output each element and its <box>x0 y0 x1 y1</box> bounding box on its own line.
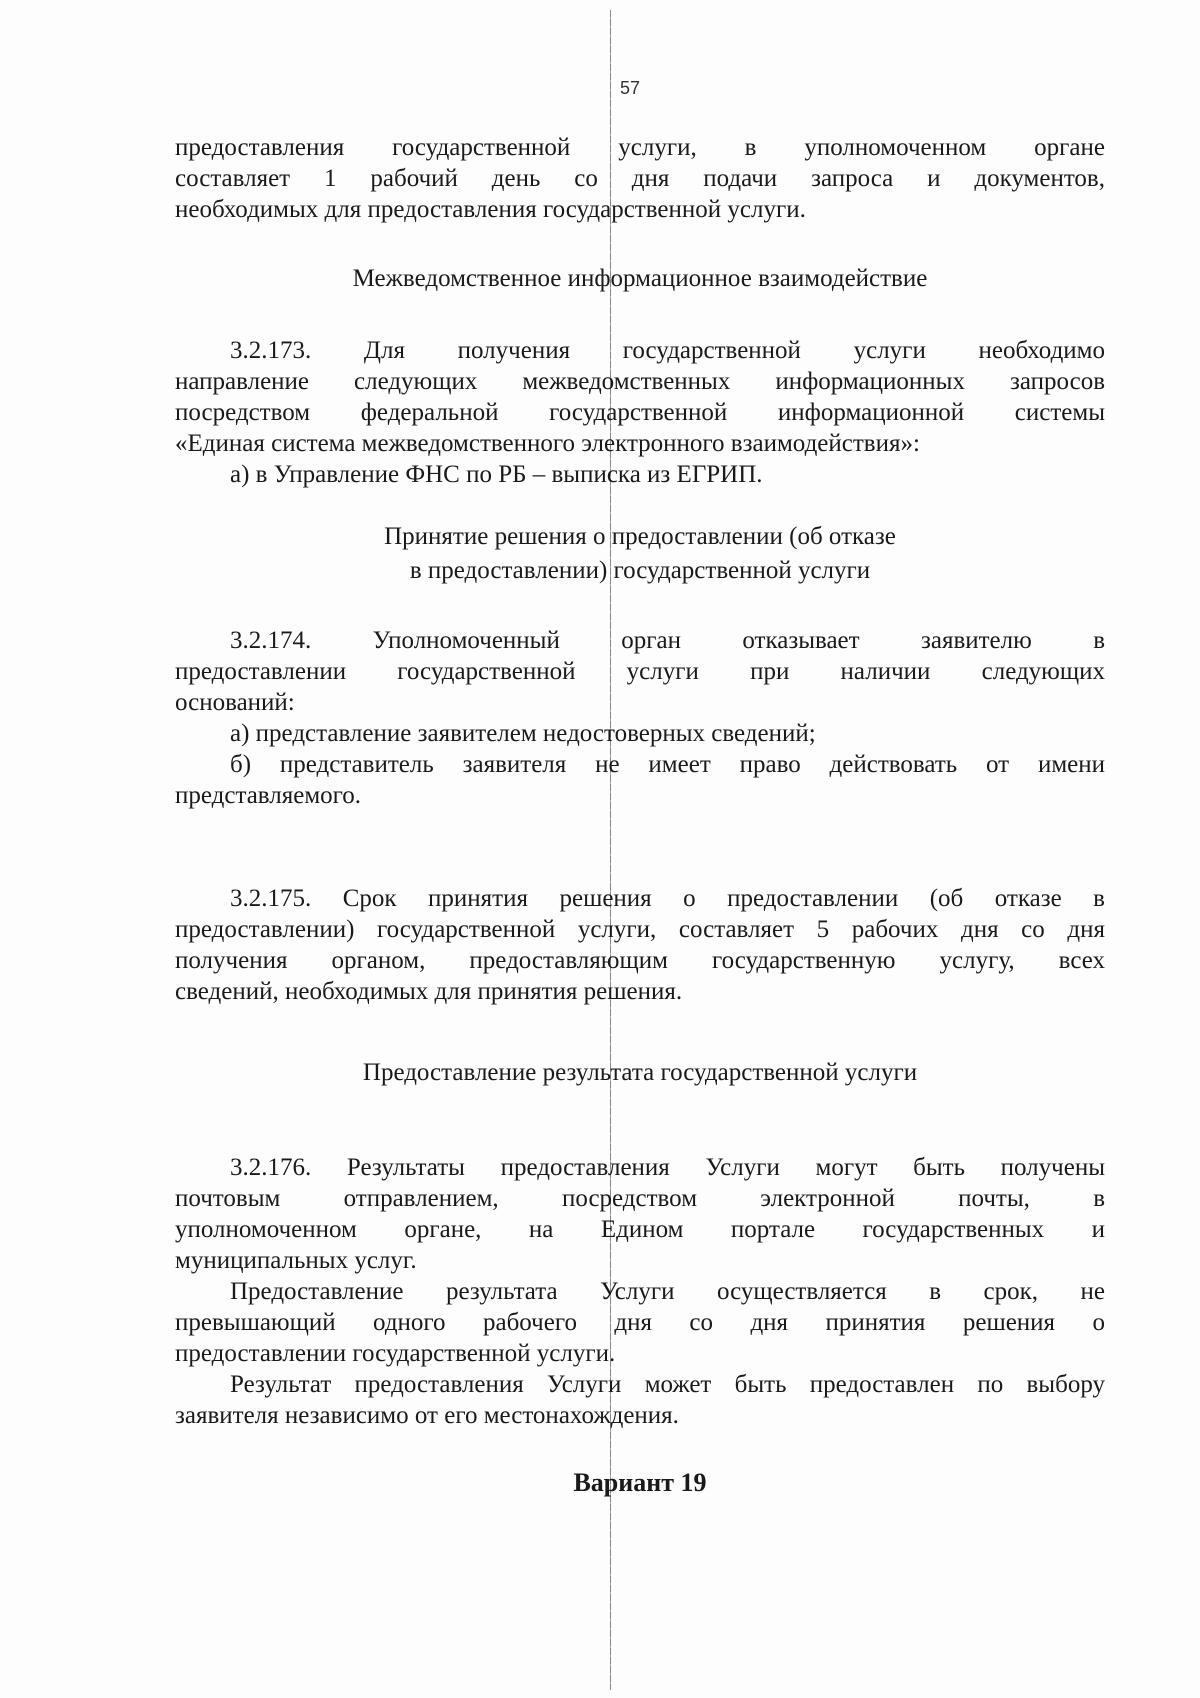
text-line: предоставлении государственной услуги при наличии следующих <box>175 658 1105 685</box>
paragraph-3-2-176 <box>175 1152 1105 1276</box>
text-line: а) в Управление ФНС по РБ – выписка из ЕГРИП. <box>230 461 763 488</box>
section-heading-interdepartmental: Межведомственное информационное взаимодействие <box>352 265 928 292</box>
text-line: почтовым отправлением, посредством электронной почты, в <box>175 1185 1105 1212</box>
text-line: сведений, необходимых для принятия решения. <box>175 978 683 1005</box>
text-line: предоставлении государственной услуги. <box>175 1340 616 1367</box>
text-line: необходимых для предоставления государственной услуги. <box>175 196 806 223</box>
text-line: представляемого. <box>175 782 362 809</box>
text-line: превышающий одного рабочего дня со дня принятия решения о <box>175 1309 1105 1336</box>
text-line: составляет 1 рабочий день со дня подачи запроса и документов, <box>175 165 1105 192</box>
text-line: заявителя независимо от его местонахождения. <box>175 1402 679 1429</box>
section-heading-result: Предоставление результата государственной услуги <box>362 1059 918 1086</box>
text-line: направление следующих межведомственных информационных запросов <box>175 368 1105 395</box>
text-line: предоставления государственной услуги, в уполномоченном органе <box>175 134 1105 161</box>
paragraph-3-2-175 <box>175 883 1105 1007</box>
text-line: получения органом, предоставляющим государственную услугу, всех <box>175 947 1105 974</box>
text-line: 3.2.176. Результаты предоставления Услуги могут быть получены <box>230 1154 1105 1181</box>
paragraph-3-2-176-c <box>175 1369 1105 1431</box>
text-line: предоставлении) государственной услуги, составляет 5 рабочих дня со дня <box>175 916 1105 943</box>
paragraph-3-2-176-b <box>175 1276 1105 1369</box>
text-line: 3.2.175. Срок принятия решения о предоставлении (об отказе в <box>230 885 1105 912</box>
text-line: Результат предоставления Услуги может быть предоставлен по выбору <box>230 1371 1105 1398</box>
page-number: 57 <box>620 78 641 98</box>
paragraph-3-2-174-a <box>175 718 1105 749</box>
text-line: оснований: <box>175 689 295 716</box>
text-line: 3.2.174. Уполномоченный орган отказывает заявителю в <box>230 627 1105 654</box>
text-line: а) представление заявителем недостоверных сведений; <box>230 720 816 747</box>
text-line: уполномоченном органе, на Едином портале государственных и <box>175 1216 1105 1243</box>
paragraph-3-2-173-a <box>175 459 1105 490</box>
section-heading-decision <box>175 520 1105 588</box>
text-line: «Единая система межведомственного электронного взаимодействия»: <box>175 430 920 457</box>
text-line: б) представитель заявителя не имеет право действовать от имени <box>230 751 1105 778</box>
text-line: муниципальных услуг. <box>175 1247 417 1274</box>
paragraph-intro <box>175 132 1105 225</box>
heading-line: в предоставлении) государственной услуги <box>409 557 871 584</box>
variant-heading: Вариант 19 <box>573 1468 707 1497</box>
paragraph-3-2-174-b <box>175 749 1105 811</box>
text-line: Предоставление результата Услуги осуществляется в срок, не <box>230 1278 1105 1305</box>
text-line: 3.2.173. Для получения государственной услуги необходимо <box>230 337 1105 364</box>
paragraph-3-2-174 <box>175 625 1105 718</box>
paragraph-3-2-173 <box>175 335 1105 459</box>
heading-line: Принятие решения о предоставлении (об отказе <box>384 523 896 550</box>
text-line: посредством федеральной государственной информационной системы <box>175 399 1105 426</box>
